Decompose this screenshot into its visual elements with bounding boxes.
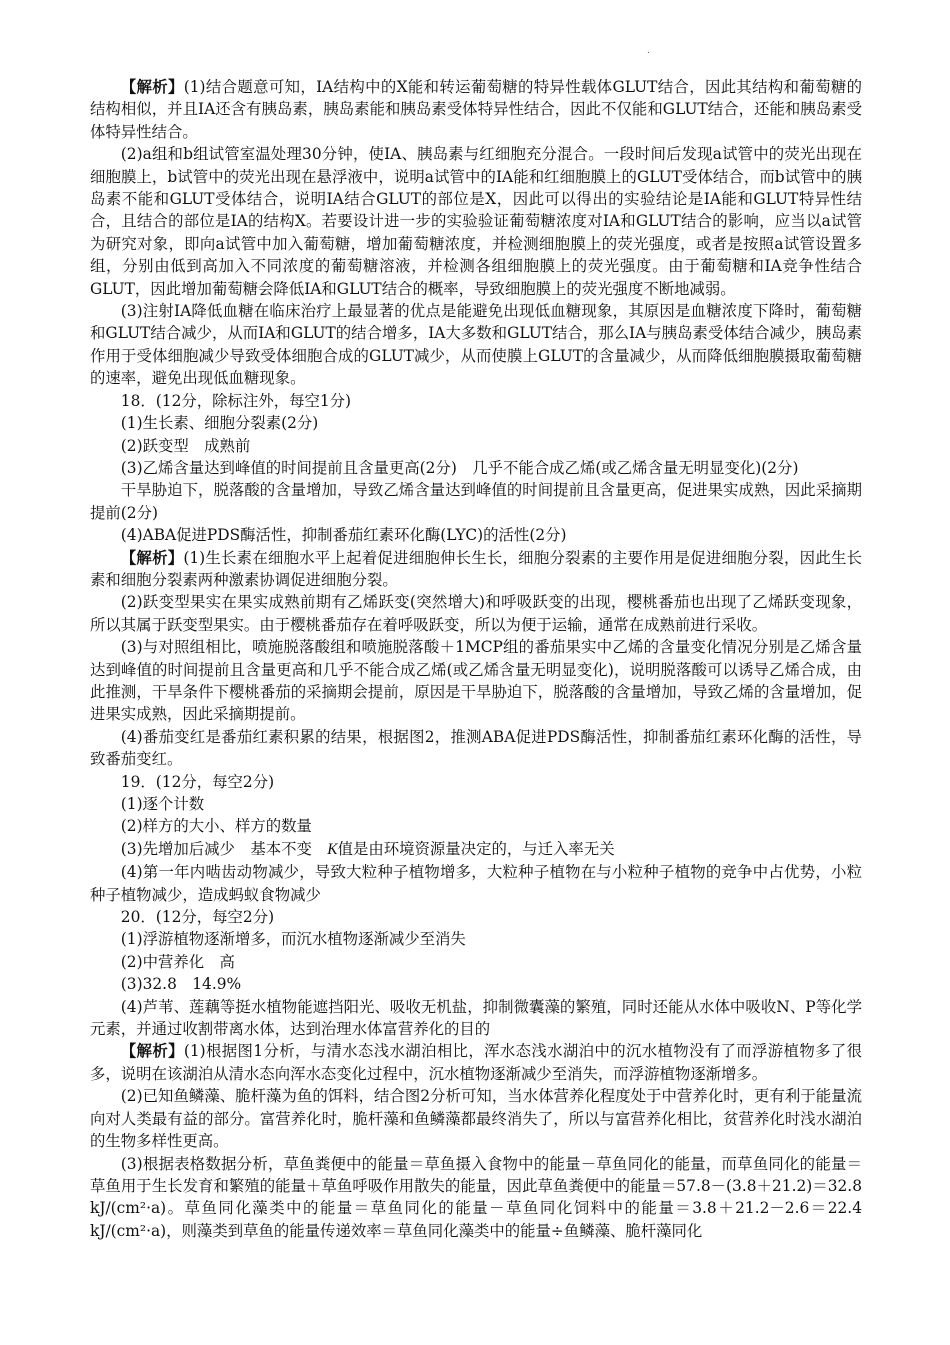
question-header: 18．(12分，除标注外，每空1分) [120,391,352,410]
analysis-paragraph [90,1040,862,1085]
paragraph-text: (1)结合题意可知，IA结构中的X能和转运葡萄糖的特异性载体GLUT结合，因此其结构和葡萄糖的结构相似，并且IA还含有胰岛素，胰岛素能和胰岛素受体特异性结合，因此不仅能和GLUT结合，还能和胰岛素受体特异性结合。 [90,78,862,141]
answer-line: (2)样方的大小、样方的数量 [120,817,312,836]
answer-line: (4)芦苇、莲藕等挺水植物能遮挡阳光、吸收无机盐，抑制微囊藻的繁殖，同时还能从水体中吸收N、P等化学元素，并通过收割带离水体，达到治理水体富营养化的目的 [90,997,862,1039]
answer-line: (2)跃变型 成熟前 [120,436,251,455]
answer-line: (3)乙烯含量达到峰值的时间提前且含量更高(2分) 几乎不能合成乙烯(或乙烯含量无明显变化)(2分) [120,458,799,477]
paragraph: (3)与对照组相比，喷施脱落酸组和喷施脱落酸＋1MCP组的番茄果实中乙烯的含量变化情况分别是乙烯含量达到峰值的时间提前且含量更高和几乎不能合成乙烯(或乙烯含量无明显变化)，说明脱落酸可以诱导乙烯合成，由此推测，干旱条件下樱桃番茄的采摘期会提前，原因是干旱胁迫下，脱落酸的含量增加，导致乙烯的含量增加，促进果实成熟，因此采摘期提前。 [90,638,862,724]
paragraph-text: (1)根据图1分析，与清水态浅水湖泊相比，浑水态浅水湖泊中的沉水植物没有了而浮游植物多了很多，说明在该湖泊从清水态向浑水态变化过程中，沉水植物逐渐减少至消失，而浮游植物逐渐增多。 [90,1042,862,1083]
analysis-tag: 【解析】 [120,78,184,96]
answer-text: 值是由环境资源量决定的，与迁入率无关 [337,839,615,858]
page-mark: . [647,46,650,56]
paragraph: (4)番茄变红是番茄红素积累的结果，根据图2，推测ABA促进PDS酶活性，抑制番茄红素环化酶的活性，导致番茄变红。 [90,727,862,769]
answer-line: (1)生长素、细胞分裂素(2分) [120,414,319,433]
answer-line [90,838,862,861]
analysis-tag: 【解析】 [120,1042,184,1061]
answer-line: (4)第一年内啮齿动物减少，导致大粒种子植物增多，大粒种子植物在与小粒种子植物的竞争中占优势，小粒种子植物减少，造成蚂蚁食物减少 [90,863,862,904]
k-symbol: K [327,840,338,858]
question-header: 19．(12分，每空2分) [120,772,275,791]
answer-line: (1)浮游植物逐渐增多，而沉水植物逐渐减少至消失 [120,930,466,949]
answer-line: (4)ABA促进PDS酶活性，抑制番茄红素环化酶(LYC)的活性(2分) [120,526,567,545]
paragraph: (3)注射IA降低血糖在临床治疗上最显著的优点是能避免出现低血糖现象，其原因是血糖浓度下降时，葡萄糖和GLUT结合减少，从而IA和GLUT的结合增多，IA大多数和GLUT结合，那么IA与胰岛素受体结合减少，胰岛素作用于受体细胞减少导致受体细胞合成的GLUT减少，从而使膜上GLUT的含量减少，从而降低细胞膜摄取葡萄糖的速率，避免出现低血糖现象。 [90,302,862,388]
paragraph: (2)a组和b组试管室温处理30分钟，使IA、胰岛素与红细胞充分混合。一段时间后发现a试管中的荧光出现在细胞膜上，b试管中的荧光出现在悬浮液中，说明a试管中的IA能和红细胞膜上的GLUT受体结合，而b试管中的胰岛素不能和GLUT受体结合，说明IA结合GLUT的部位是X，因此可以得出的实验结论是IA能和GLUT特异性结合，且结合的部位是IA的结构X。若要设计进一步的实验验证葡萄糖浓度对IA和GLUT结合的影响，应当以a试管为研究对象，即向a试管中加入葡萄糖，增加葡萄糖浓度，并检测细胞膜上的荧光强度，或者是按照a试管设置多组，分别由低到高加入不同浓度的葡萄糖溶液，并检测各组细胞膜上的荧光强度。由于葡萄糖和IA竞争性结合GLUT，因此增加葡萄糖会降低IA和GLUT结合的概率，导致细胞膜上的荧光强度不断地减弱。 [90,145,862,298]
analysis-tag: 【解析】 [120,548,184,567]
analysis-paragraph [90,76,862,143]
answer-line: (2)中营养化 高 [120,952,235,971]
answer-line: (3)32.8 14.9% [120,975,242,994]
answer-line: (1)逐个计数 [120,795,205,813]
answer-text: (3)先增加后减少 基本不变 [120,839,328,858]
question-header: 20．(12分，每空2分) [120,908,275,927]
paragraph: (2)已知鱼鳞藻、脆杆藻为鱼的饵料，结合图2分析可知，当水体营养化程度处于中营养化时，更有利于能量流向对人类最有益的部分。富营养化时，脆杆藻和鱼鳞藻都最终消失了，所以与富营养化相比，贫营养化时浅水湖泊的生物多样性更高。 [90,1087,862,1151]
answer-line: 干旱胁迫下，脱落酸的含量增加，导致乙烯含量达到峰值的时间提前且含量更高，促进果实成熟，因此采摘期提前(2分) [90,481,862,522]
paragraph: (3)根据表格数据分析，草鱼粪便中的能量＝草鱼摄入食物中的能量－草鱼同化的能量，而草鱼同化的能量＝草鱼用于生长发育和繁殖的能量＋草鱼呼吸作用散失的能量，因此草鱼粪便中的能量＝57.8－(3.8＋21.2)＝32.8 kJ/(cm²·a)。草鱼同化藻类中的能量＝草鱼同化的能量－草鱼同化饲料中的能量＝3.8＋21.2－2.6＝22.4 kJ/(cm²·a)，则藻类到草鱼的能量传递效率＝草鱼同化藻类中的能量÷鱼鳞藻、脆杆藻同化 [90,1154,862,1240]
analysis-paragraph [90,547,862,592]
paragraph-text: (1)生长素在细胞水平上起着促进细胞伸长生长，细胞分裂素的主要作用是促进细胞分裂，因此生长素和细胞分裂素两种激素协调促进细胞分裂。 [90,548,862,589]
paragraph: (2)跃变型果实在果实成熟前期有乙烯跃变(突然增大)和呼吸跃变的出现，樱桃番茄也出现了乙烯跃变现象，所以其属于跃变型果实。由于樱桃番茄存在着呼吸跃变，所以为便于运输，通常在成熟前进行采收。 [90,593,862,634]
